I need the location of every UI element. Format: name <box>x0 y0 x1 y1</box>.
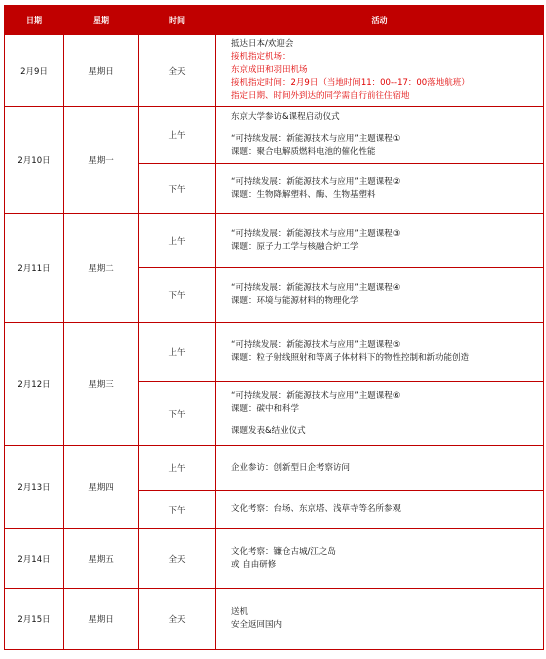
activity-line: “可持续发展：新能源技术与应用”主题课程① <box>231 134 401 144</box>
time-cell: 上午 <box>139 214 216 268</box>
activity-line: 送机 <box>231 607 249 617</box>
time-cell: 上午 <box>139 323 216 382</box>
activity-line: 或 自由研修 <box>231 559 277 570</box>
table-row <box>5 35 544 107</box>
activity-cell <box>216 491 544 529</box>
table-row <box>5 323 544 382</box>
header-weekday: 星期 <box>64 6 139 35</box>
weekday-cell: 星期四 <box>64 446 139 529</box>
activity-line: “可持续发展：新能源技术与应用”主题课程⑤ <box>231 340 401 350</box>
activity-line-highlight: 东京成田和羽田机场 <box>231 65 308 75</box>
activity-line: 企业参访：创新型日企考察访问 <box>231 462 351 473</box>
activity-line-highlight: 指定日期、时间外到达的同学需自行前往住宿地 <box>231 91 410 101</box>
activity-cell <box>216 382 544 446</box>
activity-line: 东京大学参访&课程启动仪式 <box>231 112 340 122</box>
schedule-container <box>4 5 543 650</box>
activity-cell <box>216 589 544 650</box>
header-time: 时间 <box>139 6 216 35</box>
table-row <box>5 107 544 164</box>
date-cell: 2月13日 <box>5 446 64 529</box>
header-activity: 活动 <box>216 6 544 35</box>
activity-line: “可持续发展：新能源技术与应用”主题课程③ <box>231 228 401 239</box>
table-row <box>5 446 544 491</box>
weekday-cell: 星期一 <box>64 107 139 214</box>
activity-line: 抵达日本/欢迎会 <box>231 39 294 49</box>
time-cell: 全天 <box>139 589 216 650</box>
header-row <box>5 6 544 35</box>
activity-cell <box>216 323 544 382</box>
activity-cell <box>216 529 544 589</box>
activity-line-highlight: 接机指定时间：2月9日（当地时间11：00--17：00落地航班） <box>231 78 470 88</box>
weekday-cell: 星期三 <box>64 323 139 446</box>
activity-line: 课题发表&结业仪式 <box>231 425 306 436</box>
activity-cell <box>216 446 544 491</box>
time-cell: 全天 <box>139 35 216 107</box>
activity-cell <box>216 214 544 268</box>
weekday-cell: 星期五 <box>64 529 139 589</box>
activity-cell <box>216 164 544 214</box>
date-cell: 2月15日 <box>5 589 64 650</box>
table-row <box>5 529 544 589</box>
activity-cell <box>216 107 544 164</box>
header-date: 日期 <box>5 6 64 35</box>
date-cell: 2月10日 <box>5 107 64 214</box>
activity-line: 课题：原子力工学与核融合炉工学 <box>231 241 359 252</box>
activity-line: 课题：粒子射线照射和等离子体材料下的物性控制和新功能创造 <box>231 353 470 363</box>
table-row <box>5 214 544 268</box>
weekday-cell: 星期日 <box>64 35 139 107</box>
date-cell: 2月14日 <box>5 529 64 589</box>
time-cell: 下午 <box>139 382 216 446</box>
time-cell: 下午 <box>139 268 216 323</box>
activity-line: 课题：碳中和科学 <box>231 403 300 414</box>
activity-line: 课题：环境与能源材料的物理化学 <box>231 296 359 306</box>
activity-line: 课题：生物降解塑料、酶、生物基塑料 <box>231 189 376 200</box>
activity-cell <box>216 268 544 323</box>
activity-line: “可持续发展：新能源技术与应用”主题课程⑥ <box>231 390 401 401</box>
weekday-cell: 星期二 <box>64 214 139 323</box>
table-row <box>5 589 544 650</box>
time-cell: 下午 <box>139 491 216 529</box>
activity-line: 安全返回国内 <box>231 620 283 630</box>
weekday-cell: 星期日 <box>64 589 139 650</box>
date-cell: 2月12日 <box>5 323 64 446</box>
date-cell: 2月9日 <box>5 35 64 107</box>
schedule-table <box>4 5 544 650</box>
activity-line: 课题：聚合电解质燃料电池的催化性能 <box>231 147 376 157</box>
activity-line-highlight: 接机指定机场： <box>231 52 291 62</box>
activity-line: 文化考察：台场、东京塔、浅草寺等名所参观 <box>231 504 402 514</box>
time-cell: 上午 <box>139 107 216 164</box>
activity-cell <box>216 35 544 107</box>
activity-line: 文化考察：镰仓古城/江之岛 <box>231 546 336 557</box>
date-cell: 2月11日 <box>5 214 64 323</box>
activity-line: “可持续发展：新能源技术与应用”主题课程② <box>231 176 401 187</box>
time-cell: 下午 <box>139 164 216 214</box>
time-cell: 全天 <box>139 529 216 589</box>
time-cell: 上午 <box>139 446 216 491</box>
activity-line: “可持续发展：新能源技术与应用”主题课程④ <box>231 283 401 293</box>
